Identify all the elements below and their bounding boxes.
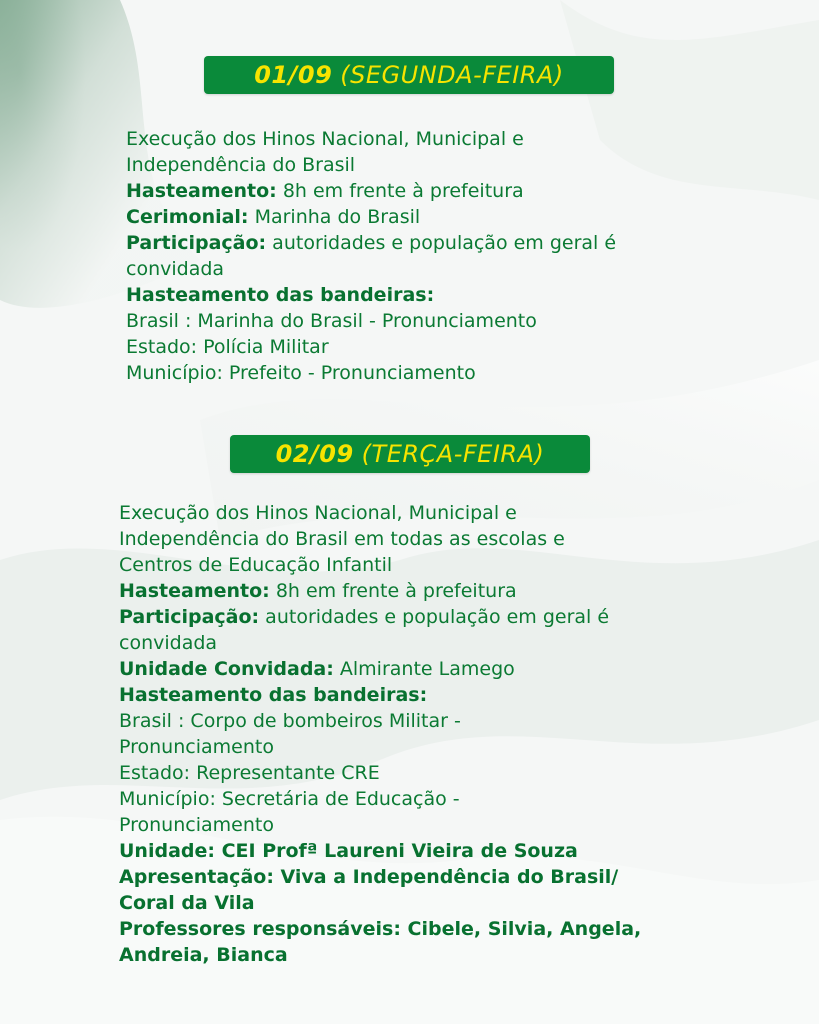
day2-unidade: Unidade: CEI Profª Laureni Vieira de Souza [119,840,578,862]
day1-cerimonial [126,204,616,230]
day1-hasteamento-value: 8h em frente à prefeitura [276,180,524,202]
day2-municipio-line1: Município: Secretária de Educação - [119,788,460,810]
day1-cerimonial-value: Marinha do Brasil [248,206,421,228]
day1-hasteamento [126,178,616,204]
day2-professores-line2: Andreia, Bianca [119,944,288,966]
day2-date-banner [230,435,590,473]
day1-estado: Estado: Polícia Militar [126,336,329,358]
day1-participacao-label: Participação: [126,232,267,254]
day1-intro-line2: Independência do Brasil [126,154,356,176]
day1-date-banner [204,56,614,94]
day2-apresentacao-line2: Coral da Vila [119,892,255,914]
day2-hasteamento-label: Hasteamento: [119,580,270,602]
day2-hasteamento-value: 8h em frente à prefeitura [269,580,517,602]
day2-unidade-convidada-label: Unidade Convidada: [119,658,334,680]
day2-participacao [119,604,641,630]
day2-participacao-value: autoridades e população em geral é [259,606,610,628]
day1-participacao [126,230,616,256]
day2-bandeiras-label: Hasteamento das bandeiras: [119,684,428,706]
day2-brasil-line1: Brasil : Corpo de bombeiros Militar - [119,710,461,732]
day1-municipio: Município: Prefeito - Pronunciamento [126,362,476,384]
day2-professores-line1: Professores responsáveis: Cibele, Silvia, Angela, [119,918,642,940]
day2-intro-line1: Execução dos Hinos Nacional, Municipal e [119,502,517,524]
day2-estado: Estado: Representante CRE [119,762,380,784]
day2-participacao-cont: convidada [119,632,218,654]
day1-details [126,126,616,386]
day2-section [0,420,819,980]
day1-cerimonial-label: Cerimonial: [126,206,249,228]
day1-hasteamento-label: Hasteamento: [126,180,277,202]
day2-participacao-label: Participação: [119,606,260,628]
day2-unidade-convidada-value: Almirante Lamego [333,658,515,680]
day1-intro-line1: Execução dos Hinos Nacional, Municipal e [126,128,524,150]
day2-apresentacao-line1: Apresentação: Viva a Independência do Brasil/ [119,866,619,888]
day1-weekday: (SEGUNDA-FEIRA) [340,61,564,89]
day1-brasil: Brasil : Marinha do Brasil - Pronunciamento [126,310,537,332]
day1-date: 01/09 [254,61,333,89]
day2-hasteamento [119,578,641,604]
day1-participacao-value: autoridades e população em geral é [266,232,617,254]
day2-unidade-convidada [119,656,641,682]
day1-section [0,0,819,400]
day2-details [119,500,641,968]
day2-weekday: (TERÇA-FEIRA) [361,440,545,468]
day2-intro-line3: Centros de Educação Infantil [119,554,393,576]
day2-date: 02/09 [275,440,354,468]
day2-intro-line2: Independência do Brasil em todas as escolas e [119,528,565,550]
day2-municipio-line2: Pronunciamento [119,814,274,836]
day1-participacao-cont: convidada [126,258,225,280]
day2-brasil-line2: Pronunciamento [119,736,274,758]
day1-bandeiras-label: Hasteamento das bandeiras: [126,284,435,306]
